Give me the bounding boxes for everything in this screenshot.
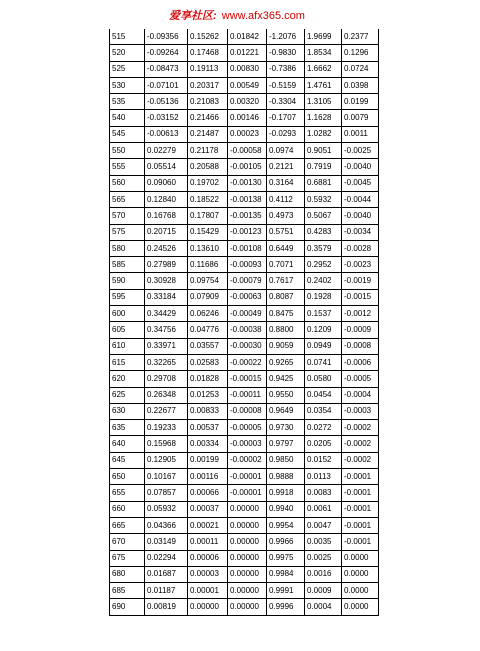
wavelength-cell: 565 [110,191,145,207]
wavelength-cell: 595 [110,289,145,305]
table-cell: 0.19113 [188,61,228,77]
wavelength-cell: 620 [110,371,145,387]
table-cell: -0.0009 [342,322,379,338]
table-cell: 0.0000 [342,583,379,599]
wavelength-cell: 680 [110,566,145,582]
wavelength-cell: 650 [110,469,145,485]
table-row [110,94,379,110]
table-cell: 0.20317 [188,77,228,93]
table-cell: 0.5067 [305,208,342,224]
table-row [110,436,379,452]
table-row [110,289,379,305]
table-cell: 0.01187 [145,583,188,599]
table-cell: -0.0044 [342,191,379,207]
table-cell: 0.00000 [228,599,267,615]
table-cell: 0.00001 [188,583,228,599]
watermark [0,7,480,23]
table-cell: 0.4283 [305,224,342,240]
table-cell: -0.0003 [342,403,379,419]
table-row [110,420,379,436]
table-cell: 0.7919 [305,159,342,175]
table-row [110,583,379,599]
table-cell: 0.9966 [267,534,305,550]
table-cell: 0.9991 [267,583,305,599]
table-cell: 0.05514 [145,159,188,175]
table-cell: 0.19233 [145,420,188,436]
table-cell: 0.9797 [267,436,305,452]
table-cell: 0.0724 [342,61,379,77]
table-cell: -0.0293 [267,126,305,142]
wavelength-cell: 685 [110,583,145,599]
table-cell: 1.8534 [305,45,342,61]
table-cell: 0.13610 [188,240,228,256]
table-cell: -0.0012 [342,306,379,322]
table-cell: 0.9730 [267,420,305,436]
table-cell: 0.29708 [145,371,188,387]
table-cell: 1.4761 [305,77,342,93]
table-cell: -0.0008 [342,338,379,354]
wavelength-cell: 625 [110,387,145,403]
table-cell: -0.08473 [145,61,188,77]
table-cell: 0.27989 [145,257,188,273]
wavelength-cell: 580 [110,240,145,256]
table-row [110,143,379,159]
table-cell: 0.21083 [188,94,228,110]
table-cell: -0.0002 [342,452,379,468]
table-cell: 0.02583 [188,354,228,370]
table-cell: 0.00199 [188,452,228,468]
table-cell: 0.0000 [342,599,379,615]
table-cell: 0.9059 [267,338,305,354]
wavelength-cell: 635 [110,420,145,436]
wavelength-cell: 555 [110,159,145,175]
table-cell: 0.26348 [145,387,188,403]
table-cell: 0.0009 [305,583,342,599]
table-cell: -1.2076 [267,29,305,45]
table-cell: -0.00058 [228,143,267,159]
table-cell: 0.2402 [305,273,342,289]
table-cell: -0.9830 [267,45,305,61]
table-row [110,306,379,322]
table-cell: 0.0205 [305,436,342,452]
table-cell: -0.0040 [342,159,379,175]
table-cell: 0.16768 [145,208,188,224]
table-row [110,534,379,550]
table-cell: 1.0282 [305,126,342,142]
table-cell: 0.8475 [267,306,305,322]
table-cell: -0.0001 [342,501,379,517]
table-cell: 0.1296 [342,45,379,61]
table-cell: 0.0398 [342,77,379,93]
wavelength-cell: 560 [110,175,145,191]
wavelength-cell: 630 [110,403,145,419]
table-cell: -0.0006 [342,354,379,370]
table-cell: 0.1928 [305,289,342,305]
table-cell: -0.07101 [145,77,188,93]
table-cell: 0.9550 [267,387,305,403]
table-cell: 0.30928 [145,273,188,289]
table-cell: 0.34756 [145,322,188,338]
table-cell: 0.00000 [228,501,267,517]
table-row [110,403,379,419]
table-cell: 0.9918 [267,485,305,501]
table-cell: 0.00320 [228,94,267,110]
table-cell: 0.7071 [267,257,305,273]
wavelength-cell: 570 [110,208,145,224]
table-cell: 0.3164 [267,175,305,191]
table-cell: 0.17468 [188,45,228,61]
table-cell: 0.9265 [267,354,305,370]
table-cell: -0.00002 [228,452,267,468]
table-row [110,175,379,191]
table-cell: -0.00011 [228,387,267,403]
table-cell: 0.8800 [267,322,305,338]
table-cell: 0.0061 [305,501,342,517]
table-cell: 0.15429 [188,224,228,240]
table-cell: 0.1209 [305,322,342,338]
table-cell: -0.0002 [342,436,379,452]
table-cell: 0.20715 [145,224,188,240]
table-cell: 0.07909 [188,289,228,305]
table-cell: 0.00023 [228,126,267,142]
table-cell: -0.05136 [145,94,188,110]
table-cell: -0.00108 [228,240,267,256]
table-row [110,517,379,533]
table-row [110,257,379,273]
table-cell: 0.00066 [188,485,228,501]
table-cell: 0.01221 [228,45,267,61]
table-cell: -0.00130 [228,175,267,191]
table-cell: 0.4112 [267,191,305,207]
table-cell: 0.00006 [188,550,228,566]
table-cell: 0.1537 [305,306,342,322]
table-cell: 0.6449 [267,240,305,256]
wavelength-cell: 655 [110,485,145,501]
table-row [110,159,379,175]
wavelength-cell: 585 [110,257,145,273]
table-cell: 0.9940 [267,501,305,517]
table-cell: -0.0001 [342,534,379,550]
table-cell: -0.0040 [342,208,379,224]
table-cell: 0.03149 [145,534,188,550]
table-cell: 0.2952 [305,257,342,273]
table-row [110,61,379,77]
table-cell: 0.21466 [188,110,228,126]
table-cell: 0.0000 [342,550,379,566]
table-cell: -0.0045 [342,175,379,191]
wavelength-cell: 515 [110,29,145,45]
table-cell: -0.00008 [228,403,267,419]
table-cell: 0.00830 [228,61,267,77]
table-cell: 0.00000 [228,583,267,599]
table-cell: 0.15262 [188,29,228,45]
table-cell: 1.9699 [305,29,342,45]
table-cell: 0.7617 [267,273,305,289]
table-cell: 0.0011 [342,126,379,142]
table-cell: -0.5159 [267,77,305,93]
table-cell: -0.00015 [228,371,267,387]
table-cell: 0.9888 [267,469,305,485]
table-cell: 0.0000 [342,566,379,582]
wavelength-cell: 535 [110,94,145,110]
table-cell: 0.11686 [188,257,228,273]
table-cell: 0.00000 [228,566,267,582]
watermark-logo: 爱享社区: [169,10,217,22]
table-cell: 0.12840 [145,191,188,207]
table-cell: 0.19702 [188,175,228,191]
table-cell: -0.0015 [342,289,379,305]
table-cell: 0.9425 [267,371,305,387]
table-cell: 0.02279 [145,143,188,159]
wavelength-cell: 520 [110,45,145,61]
table-cell: 0.0079 [342,110,379,126]
table-row [110,191,379,207]
table-cell: 0.8087 [267,289,305,305]
table-cell: 0.03557 [188,338,228,354]
wavelength-cell: 590 [110,273,145,289]
table-cell: 0.2121 [267,159,305,175]
table-cell: 0.9996 [267,599,305,615]
table-cell: 0.00116 [188,469,228,485]
table-cell: 0.33971 [145,338,188,354]
table-cell: 0.00000 [228,550,267,566]
table-row [110,45,379,61]
table-row [110,469,379,485]
table-cell: 0.20588 [188,159,228,175]
table-cell: 0.0272 [305,420,342,436]
watermark-site: www.afx365.com [221,10,305,22]
table-cell: -0.00613 [145,126,188,142]
wavelength-cell: 545 [110,126,145,142]
table-cell: 0.0016 [305,566,342,582]
table-cell: 0.12905 [145,452,188,468]
table-cell: -0.0001 [342,485,379,501]
table-row [110,322,379,338]
table-cell: 0.00819 [145,599,188,615]
wavelength-cell: 690 [110,599,145,615]
table-cell: 0.0004 [305,599,342,615]
table-cell: -0.00079 [228,273,267,289]
table-cell: 0.01828 [188,371,228,387]
table-cell: 0.3579 [305,240,342,256]
table-cell: 0.00549 [228,77,267,93]
table-cell: 0.22677 [145,403,188,419]
wavelength-cell: 615 [110,354,145,370]
table-cell: -0.09356 [145,29,188,45]
wavelength-cell: 660 [110,501,145,517]
table-cell: 1.3105 [305,94,342,110]
table-row [110,110,379,126]
table-row [110,599,379,615]
table-row [110,452,379,468]
table-cell: 0.00003 [188,566,228,582]
table-cell: 0.15968 [145,436,188,452]
wavelength-cell: 670 [110,534,145,550]
table-cell: 0.00833 [188,403,228,419]
table-row [110,240,379,256]
table-cell: 0.0047 [305,517,342,533]
table-cell: 0.9975 [267,550,305,566]
table-cell: -0.0023 [342,257,379,273]
wavelength-cell: 605 [110,322,145,338]
table-cell: 0.5932 [305,191,342,207]
table-row [110,550,379,566]
table-cell: 0.09754 [188,273,228,289]
table-cell: -0.00022 [228,354,267,370]
table-cell: -0.0019 [342,273,379,289]
table-cell: 0.0580 [305,371,342,387]
table-cell: 0.0974 [267,143,305,159]
table-cell: -0.03152 [145,110,188,126]
table-cell: 0.4973 [267,208,305,224]
wavelength-cell: 665 [110,517,145,533]
table-row [110,387,379,403]
table-cell: 0.5751 [267,224,305,240]
table-cell: 0.00037 [188,501,228,517]
table-cell: -0.00001 [228,485,267,501]
table-cell: 0.06246 [188,306,228,322]
table-cell: -0.0034 [342,224,379,240]
table-cell: -0.0025 [342,143,379,159]
table-cell: 0.24526 [145,240,188,256]
table-cell: 0.00146 [228,110,267,126]
table-cell: -0.00135 [228,208,267,224]
table-cell: 0.02294 [145,550,188,566]
table-cell: -0.00138 [228,191,267,207]
table-cell: 0.0025 [305,550,342,566]
data-table-body [110,29,379,615]
wavelength-cell: 530 [110,77,145,93]
table-cell: 0.00537 [188,420,228,436]
table-row [110,485,379,501]
table-cell: 0.0152 [305,452,342,468]
table-cell: 0.9954 [267,517,305,533]
table-cell: 0.32265 [145,354,188,370]
table-row [110,566,379,582]
wavelength-cell: 550 [110,143,145,159]
table-row [110,224,379,240]
table-cell: 0.01687 [145,566,188,582]
table-cell: 0.04366 [145,517,188,533]
table-row [110,354,379,370]
table-cell: 0.00000 [188,599,228,615]
table-cell: 0.0199 [342,94,379,110]
table-cell: 0.21487 [188,126,228,142]
wavelength-cell: 640 [110,436,145,452]
table-row [110,208,379,224]
table-cell: 0.0949 [305,338,342,354]
table-cell: 0.00000 [228,517,267,533]
table-cell: -0.00063 [228,289,267,305]
table-cell: 0.0035 [305,534,342,550]
table-cell: 1.6662 [305,61,342,77]
table-cell: -0.00005 [228,420,267,436]
table-cell: 0.00011 [188,534,228,550]
table-row [110,338,379,354]
table-cell: -0.00038 [228,322,267,338]
table-cell: 0.07857 [145,485,188,501]
table-cell: -0.0001 [342,469,379,485]
table-cell: 0.2377 [342,29,379,45]
table-cell: -0.7386 [267,61,305,77]
table-cell: 0.00000 [228,534,267,550]
table-row [110,371,379,387]
wavelength-cell: 540 [110,110,145,126]
wavelength-cell: 610 [110,338,145,354]
table-cell: 0.34429 [145,306,188,322]
table-cell: 0.21178 [188,143,228,159]
table-cell: 0.01842 [228,29,267,45]
wavelength-cell: 675 [110,550,145,566]
table-cell: 0.9984 [267,566,305,582]
table-cell: 0.00334 [188,436,228,452]
table-cell: -0.00105 [228,159,267,175]
table-cell: -0.00030 [228,338,267,354]
table-cell: -0.0028 [342,240,379,256]
table-cell: -0.00001 [228,469,267,485]
table-cell: -0.00123 [228,224,267,240]
table-cell: 0.0741 [305,354,342,370]
table-cell: 0.10167 [145,469,188,485]
table-cell: 0.00021 [188,517,228,533]
table-cell: 0.0454 [305,387,342,403]
table-cell: 0.04776 [188,322,228,338]
table-cell: -0.1707 [267,110,305,126]
table-cell: 0.05932 [145,501,188,517]
table-cell: 0.0354 [305,403,342,419]
wavelength-cell: 600 [110,306,145,322]
wavelength-cell: 645 [110,452,145,468]
wavelength-cell: 575 [110,224,145,240]
data-table [109,29,379,616]
wavelength-cell: 525 [110,61,145,77]
table-row [110,273,379,289]
table-row [110,77,379,93]
table-cell: -0.09264 [145,45,188,61]
table-cell: 0.01253 [188,387,228,403]
table-cell: 0.0113 [305,469,342,485]
table-cell: -0.0002 [342,420,379,436]
table-cell: 0.09060 [145,175,188,191]
table-row [110,126,379,142]
table-cell: 0.33184 [145,289,188,305]
table-cell: 0.0083 [305,485,342,501]
table-cell: 0.9649 [267,403,305,419]
table-cell: -0.00049 [228,306,267,322]
table-cell: 0.9051 [305,143,342,159]
table-cell: -0.00093 [228,257,267,273]
table-cell: 0.9850 [267,452,305,468]
table-cell: 1.1628 [305,110,342,126]
table-cell: 0.18522 [188,191,228,207]
table-cell: -0.0005 [342,371,379,387]
table-cell: 0.6881 [305,175,342,191]
table-row [110,29,379,45]
table-cell: -0.0001 [342,517,379,533]
table-cell: -0.0004 [342,387,379,403]
table-cell: -0.3304 [267,94,305,110]
table-cell: -0.00003 [228,436,267,452]
table-cell: 0.17807 [188,208,228,224]
table-row [110,501,379,517]
